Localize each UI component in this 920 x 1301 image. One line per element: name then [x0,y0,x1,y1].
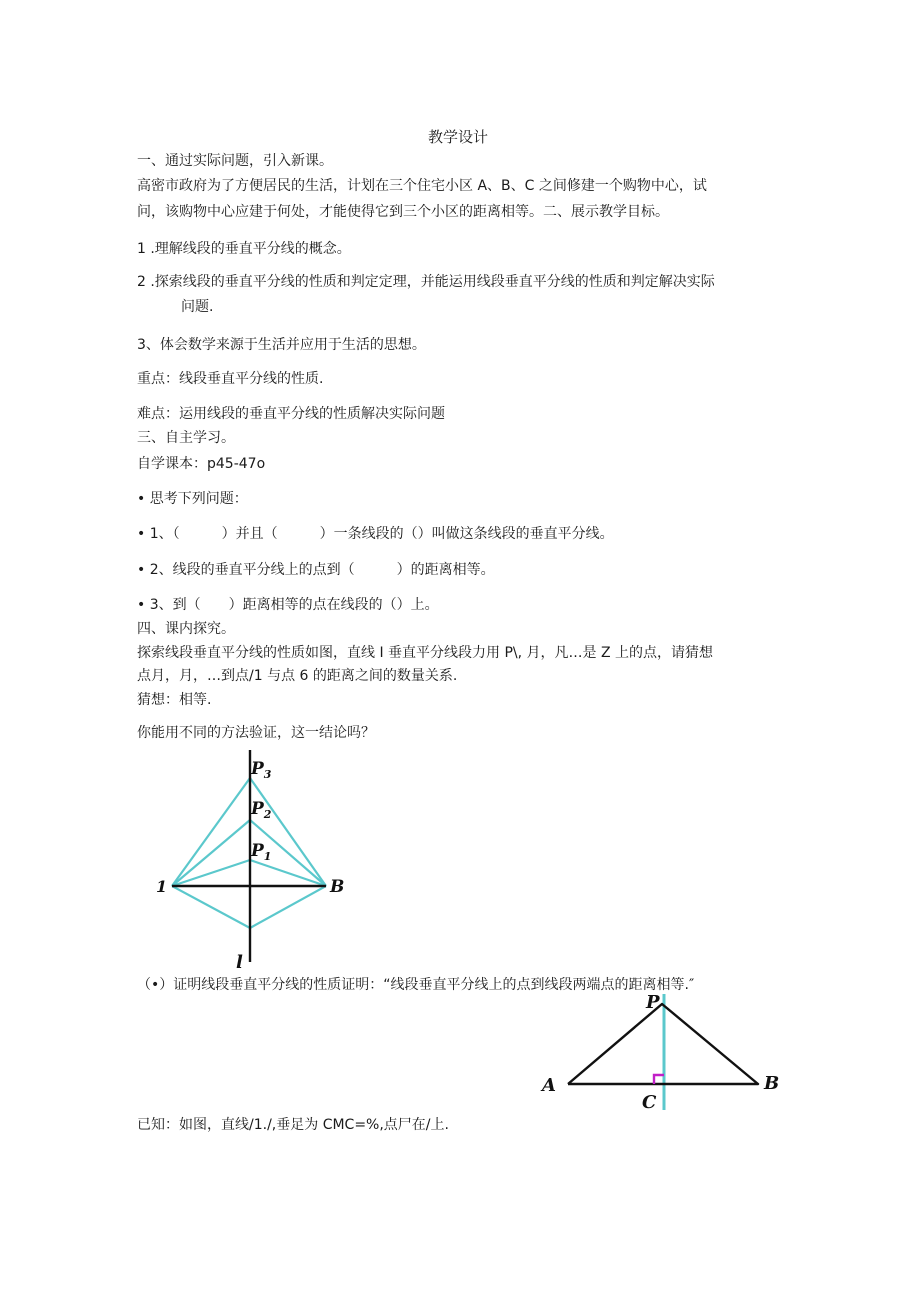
explore-paragraph-line-1: 探索线段垂直平分线的性质如图，直线 I 垂直平分线段力用 P\, 月，凡…是 Z 上的点，请猜想 [137,645,714,661]
key-point: 重点：线段垂直平分线的性质. [137,371,324,387]
explore-paragraph-line-2: 点月，月，…到点/1 与点 6 的距离之间的数量关系. [137,668,458,684]
difficult-point: 难点：运用线段的垂直平分线的性质解决实际问题 [137,406,445,422]
think-prompt: • 思考下列问题： [137,491,248,507]
segment-a-lower [172,886,250,928]
question-3: • 3、到（ ）距离相等的点在线段的（）上。 [137,597,439,613]
segment-p3-b [250,778,326,886]
segment-a-p1 [172,860,250,886]
self-study-pages: 自学课本：p45-47o [137,456,266,472]
goal-3: 3、体会数学来源于生活并应用于生活的思想。 [137,337,426,353]
label-p: P [646,992,660,1013]
verify-question: 你能用不同的方法验证，这一结论吗？ [137,725,375,741]
section-1-heading: 一、通过实际问题，引入新课。 [137,153,333,169]
perpendicular-bisector-figure [140,748,360,973]
goal-2-line-1: 2 .探索线段的垂直平分线的性质和判定定理，并能运用线段垂直平分线的性质和判定解决实际 [137,274,715,290]
given-statement: 已知：如图，直线/1./,垂足为 CMC=%,点尸在/上. [137,1117,449,1133]
segment-lower-b [250,886,326,928]
segment-a-p3 [172,778,250,886]
label-p2: $P_2$ [251,799,272,821]
intro-paragraph-line-1: 高密市政府为了方便居民的生活，计划在三个住宅小区 A、B、C 之间修建一个购物中心，试 [137,178,707,194]
goal-1: 1 .理解线段的垂直平分线的概念。 [137,241,351,257]
label-c: C [642,1092,657,1113]
label-l: l [236,952,243,973]
intro-paragraph-line-2: 问，该购物中心应建于何处，才能使得它到三个小区的距离相等。二、展示教学目标。 [137,204,669,220]
section-3-heading: 三、自主学习。 [137,430,235,446]
label-a: 1 [156,877,168,896]
label-a: A [542,1075,556,1096]
segment-a-p2 [172,820,250,886]
label-b: B [764,1073,780,1094]
proof-triangle-figure [540,990,790,1115]
question-1: • 1、（ ）并且（ ）一条线段的（）叫做这条线段的垂直平分线。 [137,526,614,542]
guess-statement: 猜想：相等. [137,692,212,708]
goal-2-line-2: 问题. [181,299,214,315]
section-4-heading: 四、课内探究。 [137,621,235,637]
label-p1: $P_1$ [251,841,272,863]
segment-p1-b [250,860,326,886]
page-title: 教学设计 [428,128,489,146]
question-2: • 2、线段的垂直平分线上的点到（ ）的距离相等。 [137,562,495,578]
label-b: B [330,877,345,897]
label-p3: $P_3$ [251,759,272,781]
proof-statement: （•）证明线段垂直平分线的性质证明：“线段垂直平分线上的点到线段两端点的距离相等.″ [137,977,695,993]
